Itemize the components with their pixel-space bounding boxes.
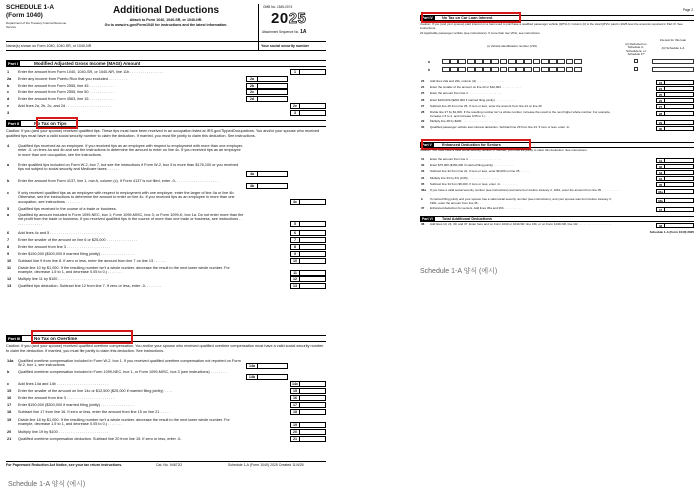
vehicle-b-amount[interactable]	[652, 67, 694, 72]
form-id	[6, 4, 54, 20]
line-text: Enter the amount from line 3 . . . . . . . . . . . . . . . . . . . . . . .	[18, 396, 115, 400]
line-number: c	[7, 382, 10, 386]
line-amount-field[interactable]	[665, 207, 694, 212]
line-number: e	[7, 104, 10, 108]
part6-title: Total Additional Deductions	[442, 217, 492, 221]
line-amount-field[interactable]	[300, 395, 326, 401]
line-text: Subtract line 17 from line 16. If zero or less, enter the amount from line 15 on line 21 . . . . .	[18, 410, 170, 414]
inner-box-label: 2c	[246, 89, 258, 95]
vin-character-cell[interactable]	[516, 67, 524, 72]
footer-form-id: Schedule 1-A (Form 1040) 2025 Created 11/4/25	[228, 463, 304, 467]
form-line	[6, 418, 326, 427]
line-text: Add lines 13, 21, 30, and 37. Enter here and on Form 1040 or 1040-SR, line 13b, or on Form 1040-NR, line 13c . . . . . . . . . . . . . . . . . . . .	[430, 222, 612, 226]
line-box-label: 23	[656, 80, 665, 85]
line-box-label: 8	[290, 244, 300, 250]
line-text: Subtract line 34 from $6,000. If zero or less, enter -0- . . . . . . . . . .	[430, 181, 518, 186]
line-amount-field[interactable]	[300, 230, 326, 236]
col-interest-header: Interest for this loan	[659, 38, 687, 42]
line-number: b	[421, 197, 423, 201]
ssn-field-label[interactable]: Your social security number	[258, 42, 309, 51]
line-text: If only received qualified tips as an employee with respect to employment with one employer, enter the larger of line 4a or line 4b. Otherwise, see the instructions to determine the amount to enter on line 4c. If you received tips as an employee in more than one occupation, see instructions . . . . . . . .	[18, 191, 235, 204]
line-amount-field[interactable]	[665, 198, 694, 203]
vin-character-cell[interactable]	[442, 67, 450, 72]
vin-character-cell[interactable]	[508, 67, 516, 72]
line-amount-field[interactable]	[300, 244, 326, 250]
inner-amount-field[interactable]	[258, 374, 288, 380]
vin-character-cell[interactable]	[524, 59, 532, 64]
attachment-seq-value: 1A	[300, 29, 307, 35]
line-amount-field[interactable]	[300, 110, 326, 116]
form-line	[6, 179, 326, 188]
vin-character-cell[interactable]	[541, 67, 549, 72]
line-number: 2a	[7, 76, 12, 81]
line-number: a	[7, 163, 10, 167]
line-box-label: 12	[290, 276, 300, 282]
line-box-label: 34	[656, 176, 665, 181]
line-number: 38	[421, 222, 425, 226]
line-amount-field[interactable]	[300, 69, 326, 75]
line-number: 34	[421, 175, 425, 180]
form-line	[420, 111, 694, 118]
line-text: Enter the amount from Form 4137, line 1, row A, column (c). If Form 4137 is not filed, enter -0- . . . . . . . . . . . . . . . . . . . .	[18, 179, 219, 183]
inner-box-label: 4a	[246, 171, 258, 177]
line-amount-field[interactable]	[300, 388, 326, 394]
line-box-label: 18	[290, 409, 300, 415]
line-amount-field[interactable]	[665, 164, 694, 169]
line-text: Enter $100,000 ($200,000 if married filing jointly) . . . . . . . . . . . .	[430, 97, 515, 102]
line-number: 31	[421, 157, 425, 161]
line-box-label: 20	[290, 429, 300, 435]
line-number: 7	[7, 238, 10, 242]
vin-character-cell[interactable]	[533, 59, 541, 64]
omb-number: OMB No. 1545-0074	[263, 5, 293, 9]
form-line	[420, 126, 694, 133]
name-field-label[interactable]: Name(s) shown on Form 1040, 1040-SR, or 1040-NR	[6, 44, 92, 48]
line-box-label: 2e	[290, 103, 300, 109]
page2-footer: Schedule 1-A (Form 1040) 2025	[649, 230, 694, 234]
line-amount-field[interactable]	[300, 251, 326, 257]
line-amount-field[interactable]	[665, 189, 694, 194]
vin-character-cell[interactable]	[450, 67, 458, 72]
line-number: 25	[421, 91, 425, 96]
line-number: 19	[7, 418, 12, 422]
vin-character-cell[interactable]	[541, 59, 549, 64]
form-page-1	[6, 4, 326, 468]
line-number: 5	[7, 207, 10, 211]
line-text: Enter the smaller of the amount on line 14c or $12,500 ($25,000 if married filing jointly) . . . .	[18, 389, 172, 393]
line-number: 20	[7, 430, 12, 434]
line-text: Multiply line 33 by 6% (0.06) . . . . . . . . . . . . . . . . . . .	[430, 175, 500, 180]
line-box-label: 7	[290, 237, 300, 243]
footer-cat-no: Cat. No. 94672O	[156, 463, 183, 467]
line-box-label: 21	[290, 436, 300, 442]
vin-character-cell[interactable]	[491, 59, 499, 64]
vin-character-cell[interactable]	[467, 67, 475, 72]
form-page-2	[420, 8, 694, 236]
attachment-seq-label: Attachment Sequence No.	[262, 30, 300, 34]
line-number: b	[7, 370, 10, 374]
line-text: Enter $150,000 ($300,000 if married filing jointly) . . . . . . . . . . . . . . . .	[18, 252, 134, 256]
line-text: Enter any income from Puerto Rico that you excluded . . . . . . . . .	[18, 76, 127, 81]
vin-character-cell[interactable]	[524, 67, 532, 72]
col-deducted-header: (ii) Deducted on Schedule C, Schedule E, or Schedule F?	[625, 42, 647, 57]
year-prefix: 20	[271, 10, 289, 27]
line-number: 37	[421, 206, 425, 210]
vin-character-cell[interactable]	[508, 59, 516, 64]
line-box-label: 38	[656, 223, 665, 228]
vin-character-cell[interactable]	[557, 67, 565, 72]
line-number: 30	[421, 125, 425, 130]
line-amount-field[interactable]	[665, 120, 694, 125]
line-number: 18	[7, 410, 12, 414]
vin-character-cell[interactable]	[450, 59, 458, 64]
line-number: 6	[7, 231, 10, 235]
line-box-label: 26	[656, 98, 665, 103]
vin-character-cell[interactable]	[549, 67, 557, 72]
line-amount-field[interactable]	[665, 158, 694, 163]
part5-title: Enhanced Deduction for Seniors	[442, 143, 501, 147]
line-text: Enhanced deduction for seniors. Add lines 36a and 36b . . . . . . . . . . .	[430, 206, 522, 210]
form-line	[6, 191, 326, 204]
part1-title: Modified Adjusted Gross Income (MAGI) Amount	[34, 61, 141, 66]
schedule-label: SCHEDULE 1-A	[6, 4, 55, 11]
part1-tag: Part I	[8, 61, 19, 66]
col-vin-header: (i) Vehicle identification number (VIN)	[487, 44, 537, 48]
vin-character-cell[interactable]	[500, 67, 508, 72]
line-text: Subtract line 32 from line 31. If zero or less, enter $6,000 on line 35 . . . . . .	[430, 169, 530, 174]
line-number: 23	[421, 79, 425, 83]
line-text: Qualified tips deduction. Subtract line 12 from line 7. If zero or less, enter -0- . . . . . . .	[18, 284, 161, 288]
line-text: Add lines 4c and 5 . . . . . . . . . . . . . . . . . . . . . . . . . .	[18, 231, 105, 235]
line-number: 26	[421, 97, 425, 102]
line-text: If you have a valid social security number (see instructions) and were born before January 2, 1961, enter the amount from line 35 . . . . . . . . . . . .	[430, 188, 620, 196]
vin-character-cell[interactable]	[574, 67, 582, 72]
line-text: If married filing jointly and your spouse has a valid social security number (see instructions), and your spouse was born before January 2, 1961, enter the amount from line 35 . . .	[430, 197, 612, 205]
form-line	[6, 213, 326, 226]
line-amount-field[interactable]	[300, 429, 326, 435]
line-amount-field[interactable]	[665, 86, 694, 91]
vehicle-row-a-label: a	[428, 60, 430, 64]
line-box-label: 25	[656, 92, 665, 97]
line-text: Enter the amount from Form 2555, line 45 . . . . . . . . . . . .	[18, 83, 114, 88]
line-number: 36a	[421, 188, 427, 192]
line-number: 3	[7, 110, 10, 115]
part3-highlight-box	[31, 330, 133, 344]
vin-character-cell[interactable]	[500, 59, 508, 64]
line-22-label: 22 Applicable passenger vehicle (see instructions). If more than two VINs, see instructions.	[420, 31, 541, 35]
line-amount-field[interactable]	[665, 111, 694, 116]
inner-amount-field[interactable]	[258, 76, 288, 82]
form-header	[6, 4, 326, 42]
inner-amount-field[interactable]	[258, 89, 288, 95]
form-line	[6, 163, 326, 176]
line-text: Divide line 27 by $1,000. If the resulting number isn't a whole number, increase the result to the next higher whole number. For example, increase 1.5 to 2, and increase 0.05 to 1.) . .	[430, 110, 611, 118]
line-number: 10	[7, 259, 12, 263]
vehicle-row-b-label: b	[428, 68, 430, 72]
line-text: Enter the amount from Form 2555, line 50 . . . . . . . . . . . .	[18, 90, 114, 95]
inner-box-label: 2b	[246, 83, 258, 89]
form-line	[6, 359, 326, 368]
line-amount-field[interactable]	[665, 223, 694, 228]
part2-title: No Tax on Tips	[34, 121, 67, 126]
line-amount-field[interactable]	[665, 92, 694, 97]
line-amount-field[interactable]	[300, 221, 326, 227]
line-box-label: 14c	[292, 382, 298, 386]
line-text: Qualified overtime compensation included in Form 1099-NEC, box 1, or Form 1099-MISC, box 3 (see instructions) . . . . . . . .	[18, 370, 227, 374]
vin-character-cell[interactable]	[458, 59, 466, 64]
attachment-sequence	[262, 30, 307, 34]
line-box-label: 4c	[290, 199, 300, 205]
line-number: 28	[421, 110, 425, 114]
line-box-label: 35	[656, 182, 665, 187]
line-number: 24	[421, 85, 425, 90]
line-amount-field[interactable]	[300, 409, 326, 415]
line-text: Subtract line 26 from line 25. If zero or less, enter the amount from line 24 on line 30	[430, 103, 542, 108]
line-number: a	[7, 213, 10, 217]
line-number: 27	[421, 103, 425, 108]
vin-character-cell[interactable]	[475, 59, 483, 64]
line-text: Add lines 22a and 22b, column (iii) . . . . . . . . . . . . . . . . .	[430, 79, 505, 83]
line-text: Multiply line 28 by $200 . . . . . . . . . . . . . . . . . . . . . .	[430, 119, 499, 123]
line-amount-field[interactable]	[300, 381, 326, 387]
line-amount-field[interactable]	[665, 104, 694, 109]
line-number: 14a	[7, 359, 14, 363]
line-amount-field[interactable]	[300, 402, 326, 408]
inner-box-label: 4b	[246, 183, 258, 189]
inner-amount-field[interactable]	[258, 171, 288, 177]
vin-character-cell[interactable]	[467, 59, 475, 64]
part1-header	[6, 60, 326, 67]
line-amount-field[interactable]	[300, 258, 326, 264]
line-text: Divide line 18 by $1,000. If the resulting number isn't a whole number, decrease the result to the next lower whole number. For example, decrease 1.5 to 1, and decrease 0.05 to 0.) . . . . . . .	[18, 418, 230, 427]
line-box-label: 5	[290, 221, 300, 227]
line-number: d	[7, 97, 10, 102]
line-text: Enter $75,000 ($150,000 if married filing jointly) . . . . . . . . . . . .	[430, 163, 514, 168]
inner-amount-field[interactable]	[258, 183, 288, 189]
line-number: 4	[7, 144, 10, 148]
line-box-label: 32	[656, 164, 665, 169]
vin-cells-a[interactable]	[442, 59, 582, 64]
form-line	[6, 207, 326, 212]
line-box-label: 28	[656, 111, 665, 116]
line-box-label: 36b	[657, 198, 664, 203]
line-text: Enter the amount from line 3 . . . . . . . . . . . . . . . . . . . . .	[18, 245, 111, 249]
line-number: 32	[421, 163, 425, 168]
line-amount-field[interactable]	[300, 422, 326, 428]
line-box-label: 3	[290, 110, 300, 116]
form-line	[420, 189, 694, 196]
inner-amount-field[interactable]	[258, 83, 288, 89]
goto-instruction: Go to www.irs.gov/Form1040 for instructions and the latest information.	[104, 23, 228, 27]
line-text: Subtract line 9 from line 8. If zero or less, enter the amount from line 7 on line 13 . . . . . .	[18, 259, 166, 263]
line-text: Multiply line 11 by $100 . . . . . . . . . . . . . . . . . . . . . . . .	[18, 277, 109, 281]
line-box-label: 1	[290, 69, 300, 75]
inner-box-label: 2d	[246, 96, 258, 102]
line-box-label: 33	[656, 170, 665, 175]
line-amount-field[interactable]	[300, 283, 326, 289]
line-number: 17	[7, 403, 12, 407]
form-line	[6, 144, 326, 162]
form-line	[420, 198, 694, 205]
line-text: Enter qualified tips included on Form W-2, box 7, but see the instructions if Form W-2, box 5 is more than $176,100 or you received tips not subject to social security and Medicare taxes . . . . . .	[18, 163, 239, 172]
inner-amount-field[interactable]	[258, 363, 288, 369]
line-text: Add lines 2a, 2b, 2c, and 2d . . . . . . . . . . . . . . . . . . . . . .	[18, 104, 112, 108]
part2-tag: Part II	[8, 121, 20, 126]
inner-amount-field[interactable]	[258, 96, 288, 102]
line-box-label: 24	[656, 86, 665, 91]
line-text: Qualified tips received in the course of a trade or business.	[18, 207, 117, 211]
line-amount-field[interactable]	[665, 98, 694, 103]
page-number: Page 2	[682, 8, 693, 12]
line-text: Qualified overtime compensation included in Form W-2, box 1. If you received qualified overtime compensation not reported on Form W-2, box 1, see instructions	[18, 359, 241, 368]
line-number: 21	[7, 437, 12, 441]
part2-intro: Caution: If you (and your spouse) received qualified tips. These tips must have been received in an occupation listed at IRS.gov/TippedOccupations. You and/or your spouse who received qualified tips must have a valid social security number to claim the deduction. If married, you must file jointly to claim this deduction. See instructions.	[6, 129, 320, 138]
line-box-label: 11	[290, 270, 300, 276]
line-amount-field[interactable]	[300, 276, 326, 282]
department-label: Department of the Treasury Internal Revenue Service	[6, 21, 67, 29]
line-text: Qualified overtime compensation deduction. Subtract line 20 from line 15. If zero or less, enter -0-	[18, 437, 182, 441]
line-box-label: 9	[290, 251, 300, 257]
line-number: 29	[421, 119, 425, 123]
part6-tag: Part VI	[422, 217, 433, 221]
part3-intro: Caution: If you (and your spouse) received qualified overtime compensation. You and/or your spouse who received qualified overtime compensation must have a valid social security number to claim the deduction. If married, you must file jointly to claim this deduction. See instructions.	[6, 344, 324, 353]
line-amount-field[interactable]	[665, 176, 694, 181]
line-box-label: 37	[656, 207, 665, 212]
line-box-label: 13	[290, 283, 300, 289]
vehicle-b-checkbox[interactable]	[634, 67, 638, 71]
line-amount-field[interactable]	[300, 199, 326, 205]
vin-cells-b[interactable]	[442, 67, 582, 72]
name-row	[6, 42, 326, 51]
line-number: 33	[421, 169, 425, 174]
line-box-label: 31	[656, 158, 665, 163]
line-text: Enter the amount from Form 4563, line 15 . . . . . . . . . . . .	[18, 97, 114, 102]
part3-tag: Part III	[8, 336, 21, 341]
header-right-box	[258, 4, 326, 42]
vin-character-cell[interactable]	[483, 67, 491, 72]
attach-instruction: Attach to Form 1040, 1040-SR, or 1040-NR.	[129, 18, 203, 22]
col-sched-header: (iii) Schedule 1-A	[661, 46, 685, 50]
line-text: Enter the smaller of the amount on line 23 or $10,000 . . . . . . . . . . . .	[430, 85, 521, 90]
part4-title: No Tax on Car Loan Interest	[442, 16, 493, 20]
line-number: 8	[7, 245, 10, 249]
line-text: Enter the amount from line 3 . . . . . . . . . . . . . . . . . . . .	[430, 91, 502, 96]
line-number: 11	[7, 266, 12, 270]
vin-character-cell[interactable]	[491, 67, 499, 72]
line-text: Qualified tip amount included in Form 1099-NEC, box 1; Form 1099-MISC, box 3; or Form 1099-K, box 1a. Do not enter more than the net profit from the trade or business. If you received qualified tips in the course of more than one trade or business, see instructions . . . . . . . . . . . . . .	[18, 213, 244, 226]
part5-intro: Caution: You must have a valid social security number. If married, you must file jointly to claim this deduction. See instructions.	[420, 148, 588, 152]
caption-left: Schedule 1-A 양식 (예시)	[8, 481, 86, 488]
vin-character-cell[interactable]	[516, 59, 524, 64]
year-suffix: 25	[288, 10, 307, 27]
line-amount-field[interactable]	[665, 170, 694, 175]
vin-character-cell[interactable]	[483, 59, 491, 64]
line-box-label: 10	[290, 258, 300, 264]
vin-character-cell[interactable]	[458, 67, 466, 72]
footer-paperwork-notice: For Paperwork Reduction Act Notice, see your tax return instructions.	[6, 463, 123, 467]
line-text: Qualified tips received as an employee. If you received tips as an employee with respect to employment with more than one employer, enter -0- on lines 4a and 4b and see the instructions to determine the amount to enter on line 4c. If you received tips as an employee in more than one occupation, see the instructions.	[18, 144, 243, 157]
vin-character-cell[interactable]	[566, 67, 574, 72]
line-number: c	[7, 90, 10, 95]
vin-character-cell[interactable]	[557, 59, 565, 64]
line-box-label: 16	[290, 395, 300, 401]
line-amount-field[interactable]	[665, 80, 694, 85]
line-text: Enter $150,000 ($300,000 if married filing jointly) . . . . . . . . . . . . . . . .	[18, 403, 134, 407]
part5-tag: Part V	[422, 143, 432, 147]
vin-character-cell[interactable]	[574, 59, 582, 64]
line-number: 1	[7, 70, 10, 74]
inner-box-label: 14b	[246, 374, 258, 380]
line-number: 16	[7, 396, 12, 400]
tax-year	[271, 10, 306, 27]
line-number: 15	[7, 389, 12, 393]
part2-highlight-box	[36, 117, 78, 129]
line-number: b	[7, 83, 10, 88]
line-text: Add lines 14a and 14b . . . . . . . . . . . . . . . . . . . . . . . . .	[18, 382, 109, 386]
form-line	[6, 266, 326, 275]
line-amount-field[interactable]	[300, 436, 326, 442]
inner-box-label: 14a	[246, 363, 258, 369]
line-box-label: 27	[656, 104, 665, 109]
form-line	[6, 370, 326, 379]
form-sub-label: (Form 1040)	[6, 12, 43, 19]
line-amount-field[interactable]	[300, 103, 326, 109]
part3-title: No Tax on Overtime	[34, 336, 78, 341]
line-number: 12	[7, 277, 12, 281]
line-amount-field[interactable]	[665, 126, 694, 131]
line-text: Divide line 10 by $1,000. If the resulting number isn't a whole number, decrease the result to the next lower whole number. For example, decrease 1.5 to 1, and decrease 0.05 to 0.) . . . . . . .	[18, 266, 230, 275]
line-box-label: 15	[290, 388, 300, 394]
line-text: Multiply line 19 by $100 . . . . . . . . . . . . . . . . . . . . . . . .	[18, 430, 109, 434]
vin-character-cell[interactable]	[475, 67, 483, 72]
line-number: 13	[7, 284, 12, 288]
line-box-label: 29	[656, 120, 665, 125]
part4-tag: Part IV	[422, 16, 433, 20]
line-text: Enter the amount from Form 1040, 1040-SR, or 1040-NR, line 11b . . . . . . . . . . . . . . . .	[18, 70, 163, 74]
vin-character-cell[interactable]	[566, 59, 574, 64]
line-text: Qualified passenger vehicle loan interest deduction. Subtract line 29 from line 24. If zero or less, enter -0-	[430, 125, 570, 130]
page1-footer	[6, 461, 326, 467]
line-number: c	[7, 191, 10, 195]
line-number: b	[7, 179, 10, 183]
line-text: Enter the amount from line 3 . . . . . . . . . . . . . . . . . . . .	[430, 157, 502, 161]
vin-character-cell[interactable]	[442, 59, 450, 64]
line-box-label: 6	[290, 230, 300, 236]
line-number: 35	[421, 181, 425, 186]
line-text: Enter the smaller of the amount on line 6 or $25,000 . . . . . . . . . . . . . . .	[18, 238, 138, 242]
line-box-label: 30	[656, 126, 665, 131]
line-box-label: 17	[290, 402, 300, 408]
vin-character-cell[interactable]	[533, 67, 541, 72]
line-amount-field[interactable]	[665, 182, 694, 187]
vehicle-a-checkbox[interactable]	[634, 59, 638, 63]
vehicle-a-amount[interactable]	[652, 59, 694, 64]
caption-right: Schedule 1-A 양식 (예시)	[420, 268, 498, 275]
line-amount-field[interactable]	[300, 237, 326, 243]
form-title: Additional Deductions	[112, 5, 220, 16]
line-box-label: 36a	[657, 189, 663, 194]
line-number: 9	[7, 252, 10, 256]
part4-intro: Caution: If you (and your spouse) paid interest on a loan used to purchase a qualified passenger vehicle (QPVLI). Column (ii) is the total QPVLI paid in 2025 less the amounts reported in Part IV. See instructions.	[420, 22, 683, 30]
vin-character-cell[interactable]	[549, 59, 557, 64]
inner-box-label: 2a	[246, 76, 258, 82]
line-box-label: 19	[290, 422, 300, 428]
